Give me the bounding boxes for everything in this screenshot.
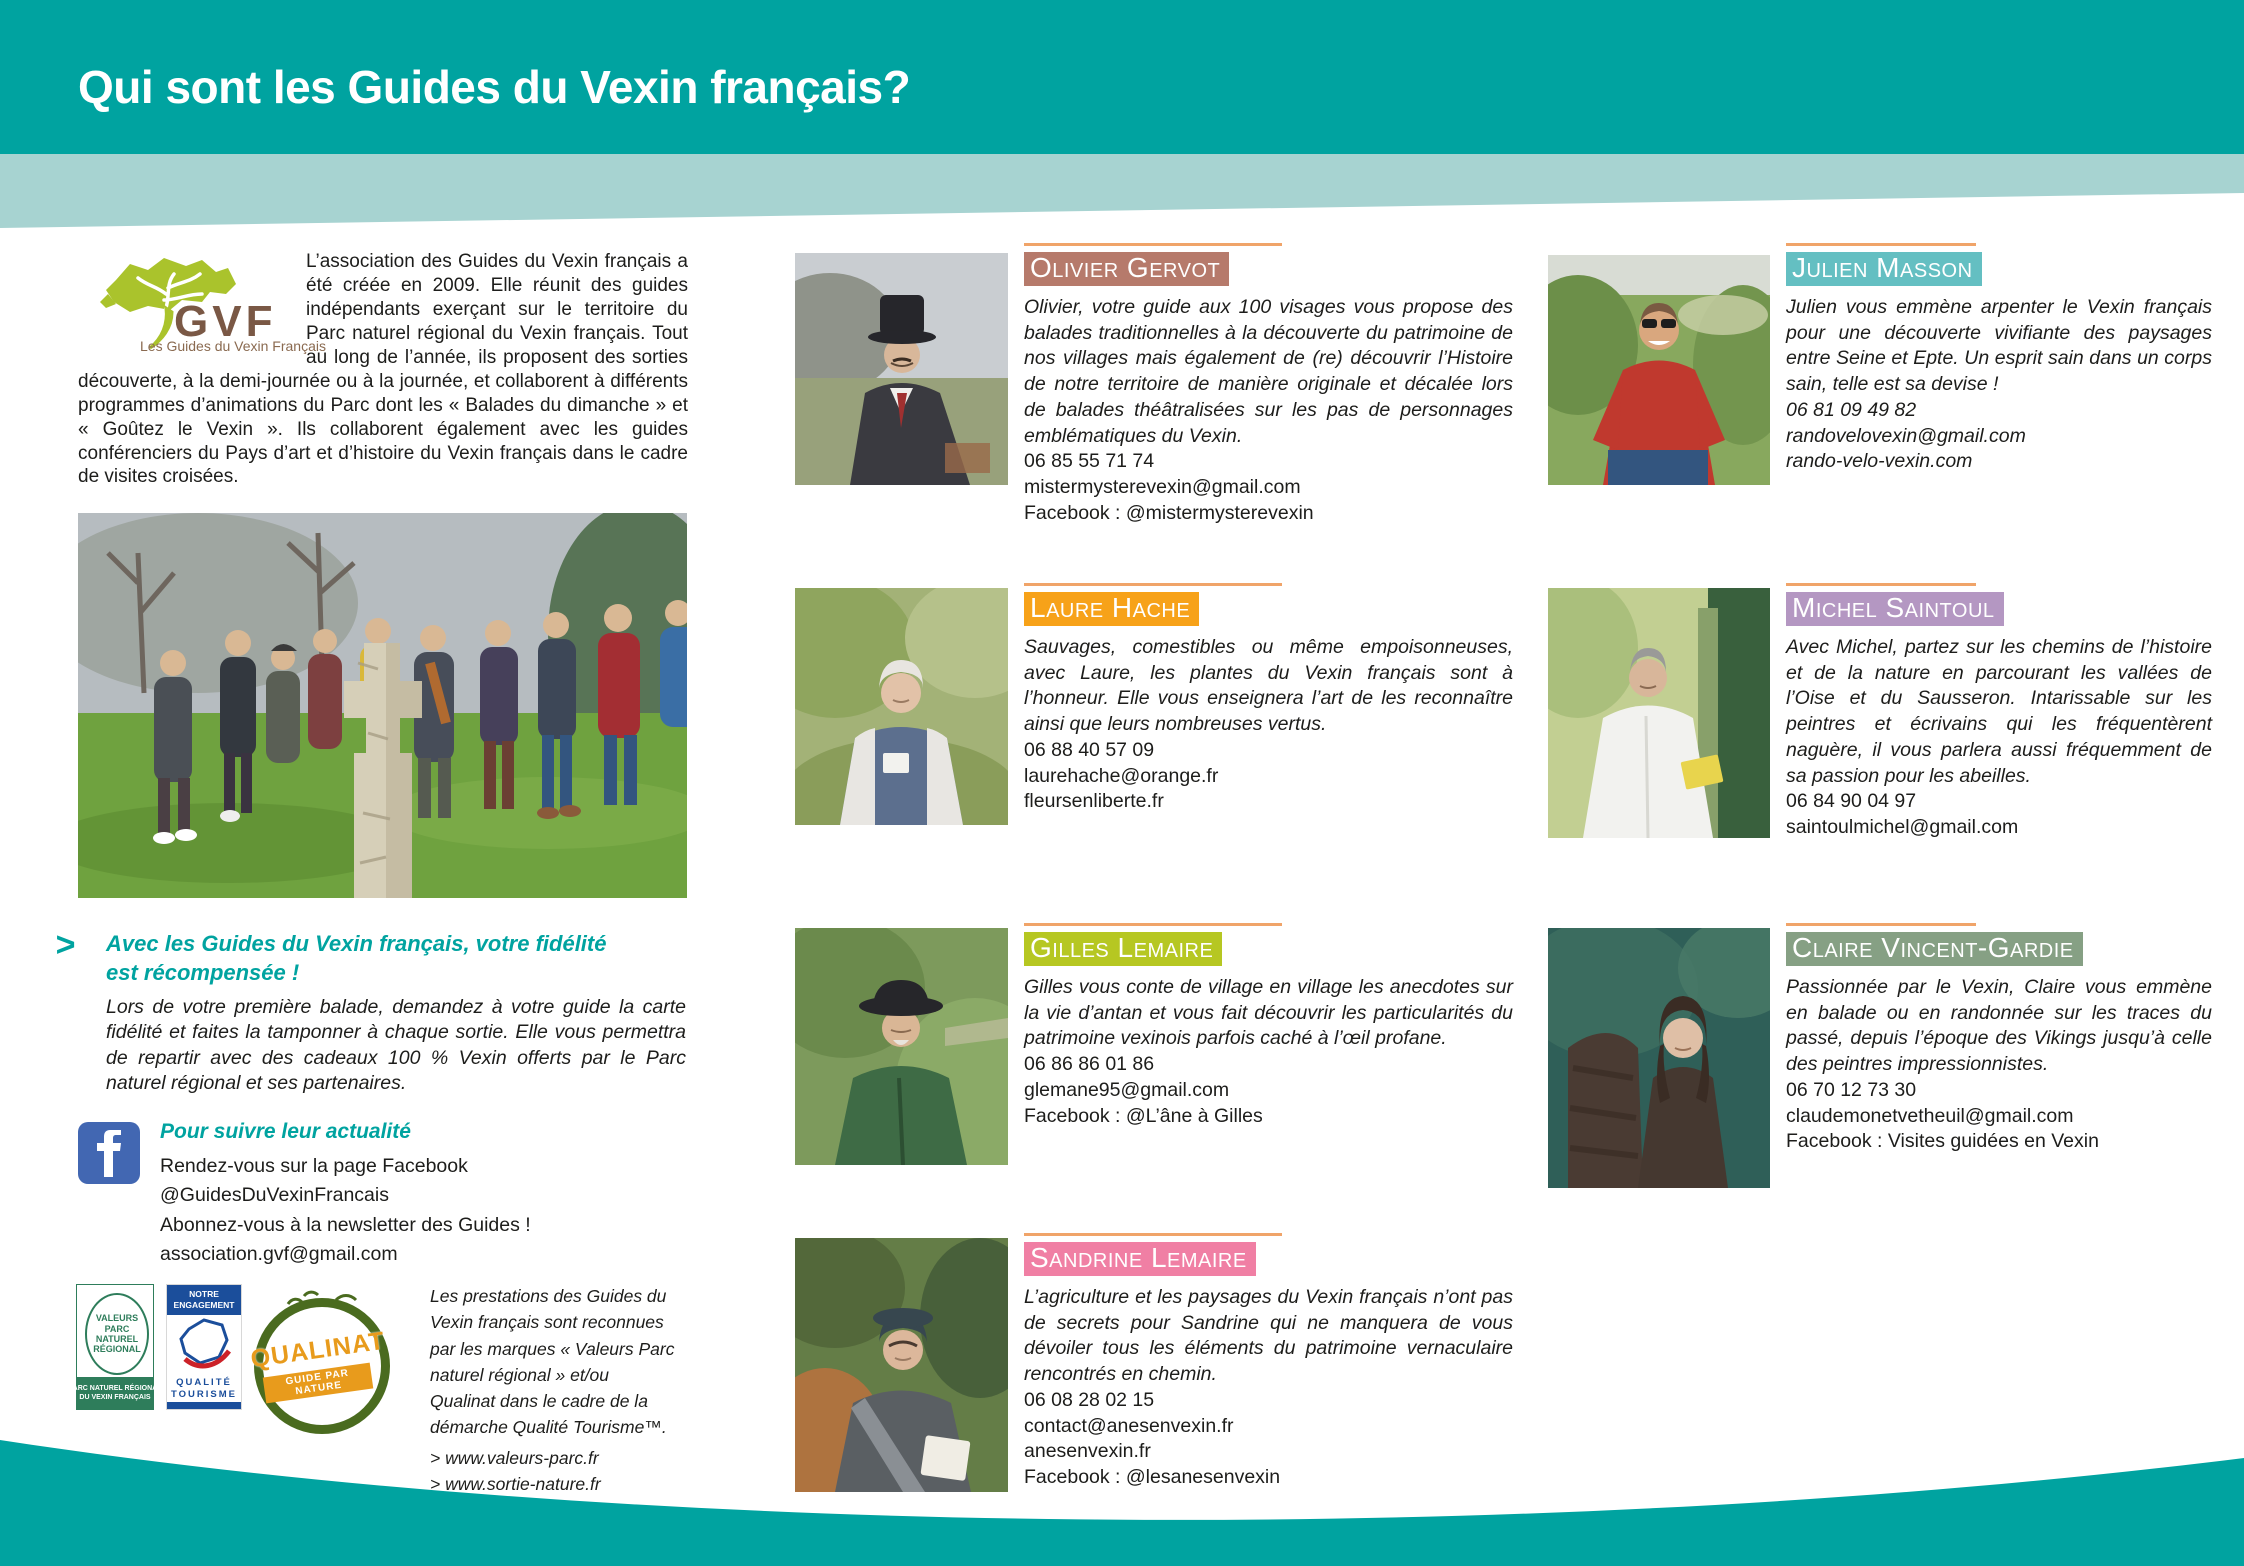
guide-card-julien-masson bbox=[1786, 243, 2212, 475]
guide-name: Laure Hache bbox=[1024, 592, 1199, 626]
link-sortie-nature[interactable]: > www.sortie-nature.fr bbox=[430, 1473, 601, 1494]
facebook-section-title: Pour suivre leur actualité bbox=[160, 1120, 411, 1143]
qualinat-birds-graphic bbox=[248, 1286, 388, 1316]
guide-facebook[interactable]: Facebook : Visites guidées en Vexin bbox=[1786, 1130, 2099, 1153]
newsletter-line: Abonnez-vous à la newsletter des Guides ! bbox=[160, 1213, 531, 1236]
guide-email[interactable]: claudemonetvetheuil@gmail.com bbox=[1786, 1104, 2074, 1127]
intro-paragraph bbox=[78, 250, 688, 489]
fidelity-title: Avec les Guides du Vexin français, votre fidélité est récompensée ! bbox=[106, 931, 607, 985]
facebook-icon[interactable] bbox=[78, 1122, 140, 1184]
guide-name: Michel Saintoul bbox=[1786, 592, 2004, 626]
rule-line bbox=[1024, 583, 1282, 586]
guide-description: Olivier, votre guide aux 100 visages vous propose des balades traditionnelles à la découverte du patrimoine de nos villages mais également de (re) découvrir l’Histoire de notre territoire de manière originale et décalée lors de balades théâtralisées sur les pas de personnages emblématiques du Vexin. bbox=[1024, 296, 1513, 447]
guide-name: Sandrine Lemaire bbox=[1024, 1242, 1256, 1276]
rule-line bbox=[1786, 583, 1976, 586]
page-title: Qui sont les Guides du Vexin français? bbox=[78, 61, 911, 113]
guide-card-michel-saintoul bbox=[1786, 583, 2212, 841]
guide-email[interactable]: randovelovexin@gmail.com bbox=[1786, 424, 2026, 447]
guide-facebook[interactable]: Facebook : @lesanesenvexin bbox=[1024, 1466, 1281, 1489]
fidelity-body: Lors de votre première balade, demandez à votre guide la carte fidélité et faites la tamponner à chaque sortie. Elle vous permettra de repartir avec des cadeaux 100 % Vexin offerts par le Parc naturel régional et ses partenaires. bbox=[106, 996, 686, 1095]
guide-name: Julien Masson bbox=[1786, 252, 1982, 286]
rule-line bbox=[1024, 923, 1282, 926]
arrow-marker-icon: > bbox=[55, 926, 75, 964]
guide-name: Olivier Gervot bbox=[1024, 252, 1229, 286]
guide-phone: 06 81 09 49 82 bbox=[1786, 398, 1917, 421]
rule-line bbox=[1786, 243, 1976, 246]
quality-marks-text: Les prestations des Guides du Vexin français sont reconnues par les marques « Valeurs Parc naturel régional » et/ou Qualinat dans le cadre de la démarche Qualité Tourisme™. > www.valeurs-parc.fr > www.sortie-nature.fr bbox=[430, 1283, 678, 1497]
naturel-word: NATUREL bbox=[95, 1334, 139, 1344]
guide-description: Gilles vous conte de village en village les anecdotes sur la vie d’antan et vous fait découvrir les particularités du patrimoine vexinois parfois caché à l’œil profane. bbox=[1024, 976, 1513, 1050]
guide-phone: 06 08 28 02 15 bbox=[1024, 1388, 1155, 1411]
guide-email[interactable]: laurehache@orange.fr bbox=[1024, 764, 1219, 787]
photo-michel-saintoul bbox=[1548, 588, 1770, 838]
qualite-tourisme-header: NOTRE ENGAGEMENT bbox=[167, 1285, 241, 1315]
guide-email[interactable]: mistermysterevexin@gmail.com bbox=[1024, 476, 1301, 499]
guide-phone: 06 70 12 73 30 bbox=[1786, 1078, 1917, 1101]
rule-line bbox=[1786, 923, 1976, 926]
guide-name: Gilles Lemaire bbox=[1024, 932, 1222, 966]
guide-description: L’agriculture et les paysages du Vexin français n’ont pas de secrets pour Sandrine qui ne manquera de vous dévoiler tous les éléments du patrimoine vernaculaire rencontrés en chemin. bbox=[1024, 1286, 1513, 1386]
guide-name: Claire Vincent-Gardie bbox=[1786, 932, 2083, 966]
photo-gilles-lemaire bbox=[795, 928, 1008, 1165]
guide-facebook[interactable]: Facebook : @mistermysterevexin bbox=[1024, 501, 1314, 524]
guide-phone: 06 84 90 04 97 bbox=[1786, 790, 1917, 813]
guide-email[interactable]: glemane95@gmail.com bbox=[1024, 1078, 1230, 1101]
photo-claire-vincent-gardie bbox=[1548, 928, 1770, 1188]
guide-email[interactable]: contact@anesenvexin.fr bbox=[1024, 1414, 1234, 1437]
france-outline-graphic bbox=[167, 1315, 241, 1375]
guide-description: Passionnée par le Vexin, Claire vous emmène en balade ou en randonnée sur les traces du passé, depuis l’époque des Vikings jusqu’à celle des peintres impressionnistes. bbox=[1786, 976, 2212, 1076]
header-subband bbox=[0, 154, 2244, 254]
qualinat-name: QUALINAT bbox=[248, 1326, 387, 1374]
photo-laure-hache bbox=[795, 588, 1008, 825]
guide-card-olivier-gervot bbox=[1024, 243, 1513, 527]
gvf-logo bbox=[78, 250, 326, 354]
association-email[interactable]: association.gvf@gmail.com bbox=[160, 1242, 398, 1265]
gvf-acronym: GVF bbox=[174, 297, 277, 346]
photo-olivier-gervot bbox=[795, 253, 1008, 485]
guide-phone: 06 85 55 71 74 bbox=[1024, 450, 1155, 473]
facebook-page-line[interactable]: Rendez-vous sur la page Facebook @GuidesDuVexinFrancais bbox=[160, 1155, 468, 1207]
guide-facebook[interactable]: Facebook : @L’âne à Gilles bbox=[1024, 1104, 1263, 1127]
photo-julien-masson bbox=[1548, 255, 1770, 485]
guide-card-claire-vincent-gardie bbox=[1786, 923, 2212, 1155]
guide-phone: 06 86 86 01 86 bbox=[1024, 1053, 1155, 1076]
guide-description: Julien vous emmène arpenter le Vexin français pour une découverte vivifiante des paysages entre Seine et Epte. Un esprit sain dans un corps sain, telle est sa devise ! bbox=[1786, 296, 2212, 396]
guide-description: Sauvages, comestibles ou même empoisonneuses, avec Laure, les plantes du Vexin français sont à l’honneur. Elle vous enseignera l’art de les reconnaître ainsi que leurs nombreuses vertus. bbox=[1024, 636, 1513, 736]
guide-card-laure-hache bbox=[1024, 583, 1513, 815]
qualite-tourisme-label: QUALITÉ TOURISME bbox=[171, 1377, 237, 1401]
qualinat-tagline: GUIDE PAR NATURE bbox=[263, 1363, 374, 1404]
guide-description: Avec Michel, partez sur les chemins de l’histoire et de la nature en parcourant les vallées de l’Oise et du Sausseron. Intarissable sur les peintres et écrivains qui les fréquentèrent naguère, il vous parlera aussi fréquemment de sa passion pour les abeilles. bbox=[1786, 636, 2212, 787]
guide-phone: 06 88 40 57 09 bbox=[1024, 738, 1155, 761]
valeurs-word: VALEURS bbox=[95, 1313, 139, 1324]
rule-line bbox=[1024, 243, 1282, 246]
photo-group-guides bbox=[78, 513, 687, 898]
intro-text: L’association des Guides du Vexin français a été créée en 2009. Elle réunit des guides indépendants exerçant sur le territoire du Parc naturel régional du Vexin français. Tout au long de l’année, ils proposent des sorties découverte, à la demi-journée ou à la journée, et collaborent à différents programmes d’animations du Parc dont les « Balades du dimanche » et « Goûtez le Vexin ». Ils collaborent également avec les guides conférenciers du Pays d’art et d’histoire du Vexin français dans le cadre de visites croisées. bbox=[78, 251, 688, 488]
link-valeurs-parc[interactable]: > www.valeurs-parc.fr bbox=[430, 1447, 599, 1468]
guide-website[interactable]: rando-velo-vexin.com bbox=[1786, 450, 1973, 473]
valeurs-parc-band: PARC NATUREL RÉGIONAL DU VEXIN FRANÇAIS bbox=[77, 1377, 153, 1409]
bottom-wave-graphic bbox=[0, 1396, 2244, 1566]
qualite-tourisme-badge bbox=[166, 1284, 242, 1410]
rule-line bbox=[1024, 1233, 1282, 1236]
valeurs-parc-oval bbox=[85, 1293, 149, 1375]
guide-website[interactable]: fleursenliberte.fr bbox=[1024, 790, 1164, 813]
valeurs-parc-badge bbox=[68, 1284, 162, 1410]
guide-card-gilles-lemaire bbox=[1024, 923, 1513, 1129]
parc-word: PARC bbox=[104, 1323, 130, 1334]
regional-word: RÉGIONAL bbox=[93, 1344, 141, 1355]
gvf-caption: Les Guides du Vexin Français bbox=[140, 338, 326, 354]
guide-website[interactable]: anesenvexin.fr bbox=[1024, 1440, 1151, 1463]
guide-email[interactable]: saintoulmichel@gmail.com bbox=[1786, 816, 2019, 839]
